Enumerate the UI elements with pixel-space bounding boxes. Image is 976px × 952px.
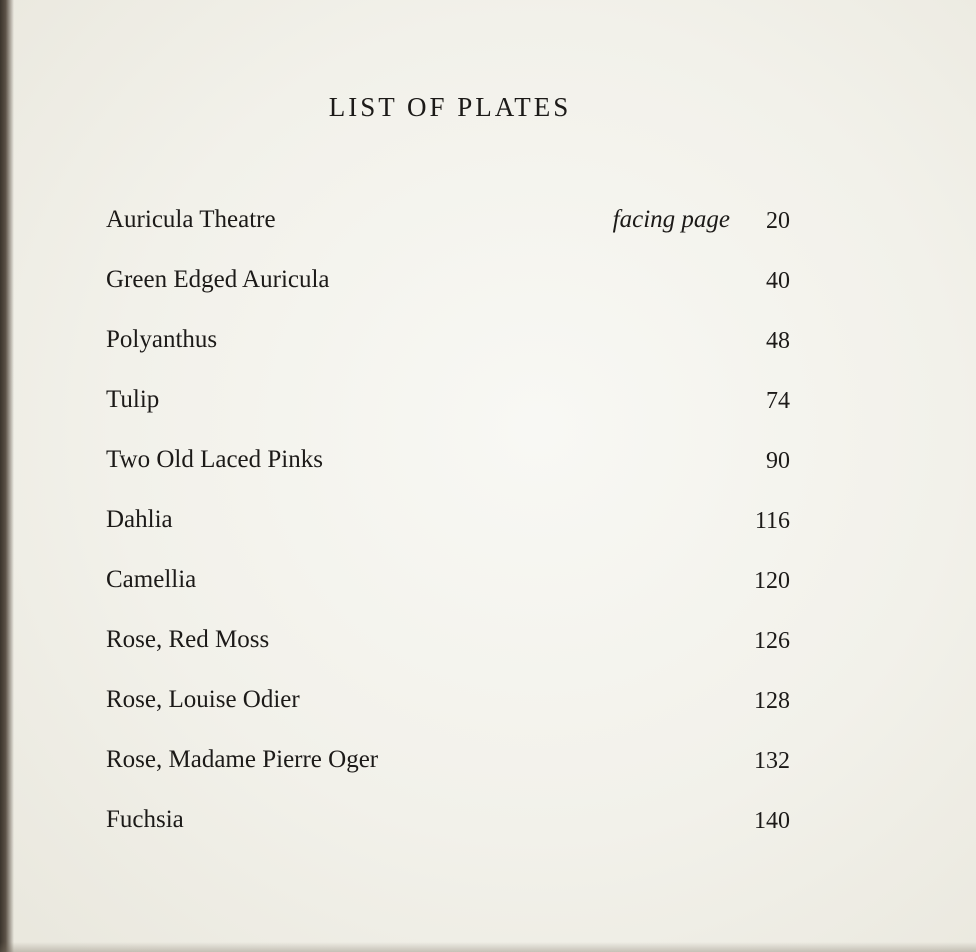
plate-row — [104, 500, 794, 560]
plate-title: Rose, Louise Odier — [106, 686, 300, 713]
plate-title: Camellia — [106, 566, 197, 593]
plate-row — [104, 440, 794, 500]
plate-page-number: 132 — [754, 748, 790, 774]
plate-page-number: 90 — [766, 448, 790, 474]
plate-row — [104, 620, 794, 680]
plate-page-number: 74 — [766, 388, 790, 414]
plate-page-number: 20 — [766, 208, 790, 234]
plate-page-number: 128 — [754, 688, 790, 714]
plate-title: Green Edged Auricula — [106, 266, 330, 293]
plate-title: Rose, Madame Pierre Oger — [106, 746, 379, 773]
plate-page-number: 48 — [766, 328, 790, 354]
plate-page-number: 120 — [754, 568, 790, 594]
plate-row — [104, 800, 794, 860]
plate-title: Tulip — [106, 386, 160, 413]
plate-title: Polyanthus — [106, 326, 218, 353]
plate-title: Fuchsia — [106, 806, 184, 833]
page-binding-edge — [0, 0, 14, 952]
plate-page-number: 140 — [754, 808, 790, 834]
plate-title: Auricula Theatre — [106, 206, 276, 233]
plate-row — [104, 560, 794, 620]
plate-page-number: 40 — [766, 268, 790, 294]
plate-row — [104, 380, 794, 440]
plate-page-number: 116 — [754, 508, 790, 534]
plate-row — [104, 680, 794, 740]
plate-title: Two Old Laced Pinks — [106, 446, 323, 473]
plate-row — [104, 320, 794, 380]
plate-row — [104, 260, 794, 320]
plate-title: Rose, Red Moss — [106, 626, 270, 653]
plates-list — [104, 200, 794, 860]
page-title: LIST OF PLATES — [328, 92, 572, 122]
page-bottom-edge — [0, 942, 976, 952]
plate-page-number: 126 — [754, 628, 790, 654]
facing-page-label: facing page — [612, 206, 730, 233]
plate-row — [104, 740, 794, 800]
plate-row — [104, 200, 794, 260]
plate-title: Dahlia — [106, 506, 173, 533]
